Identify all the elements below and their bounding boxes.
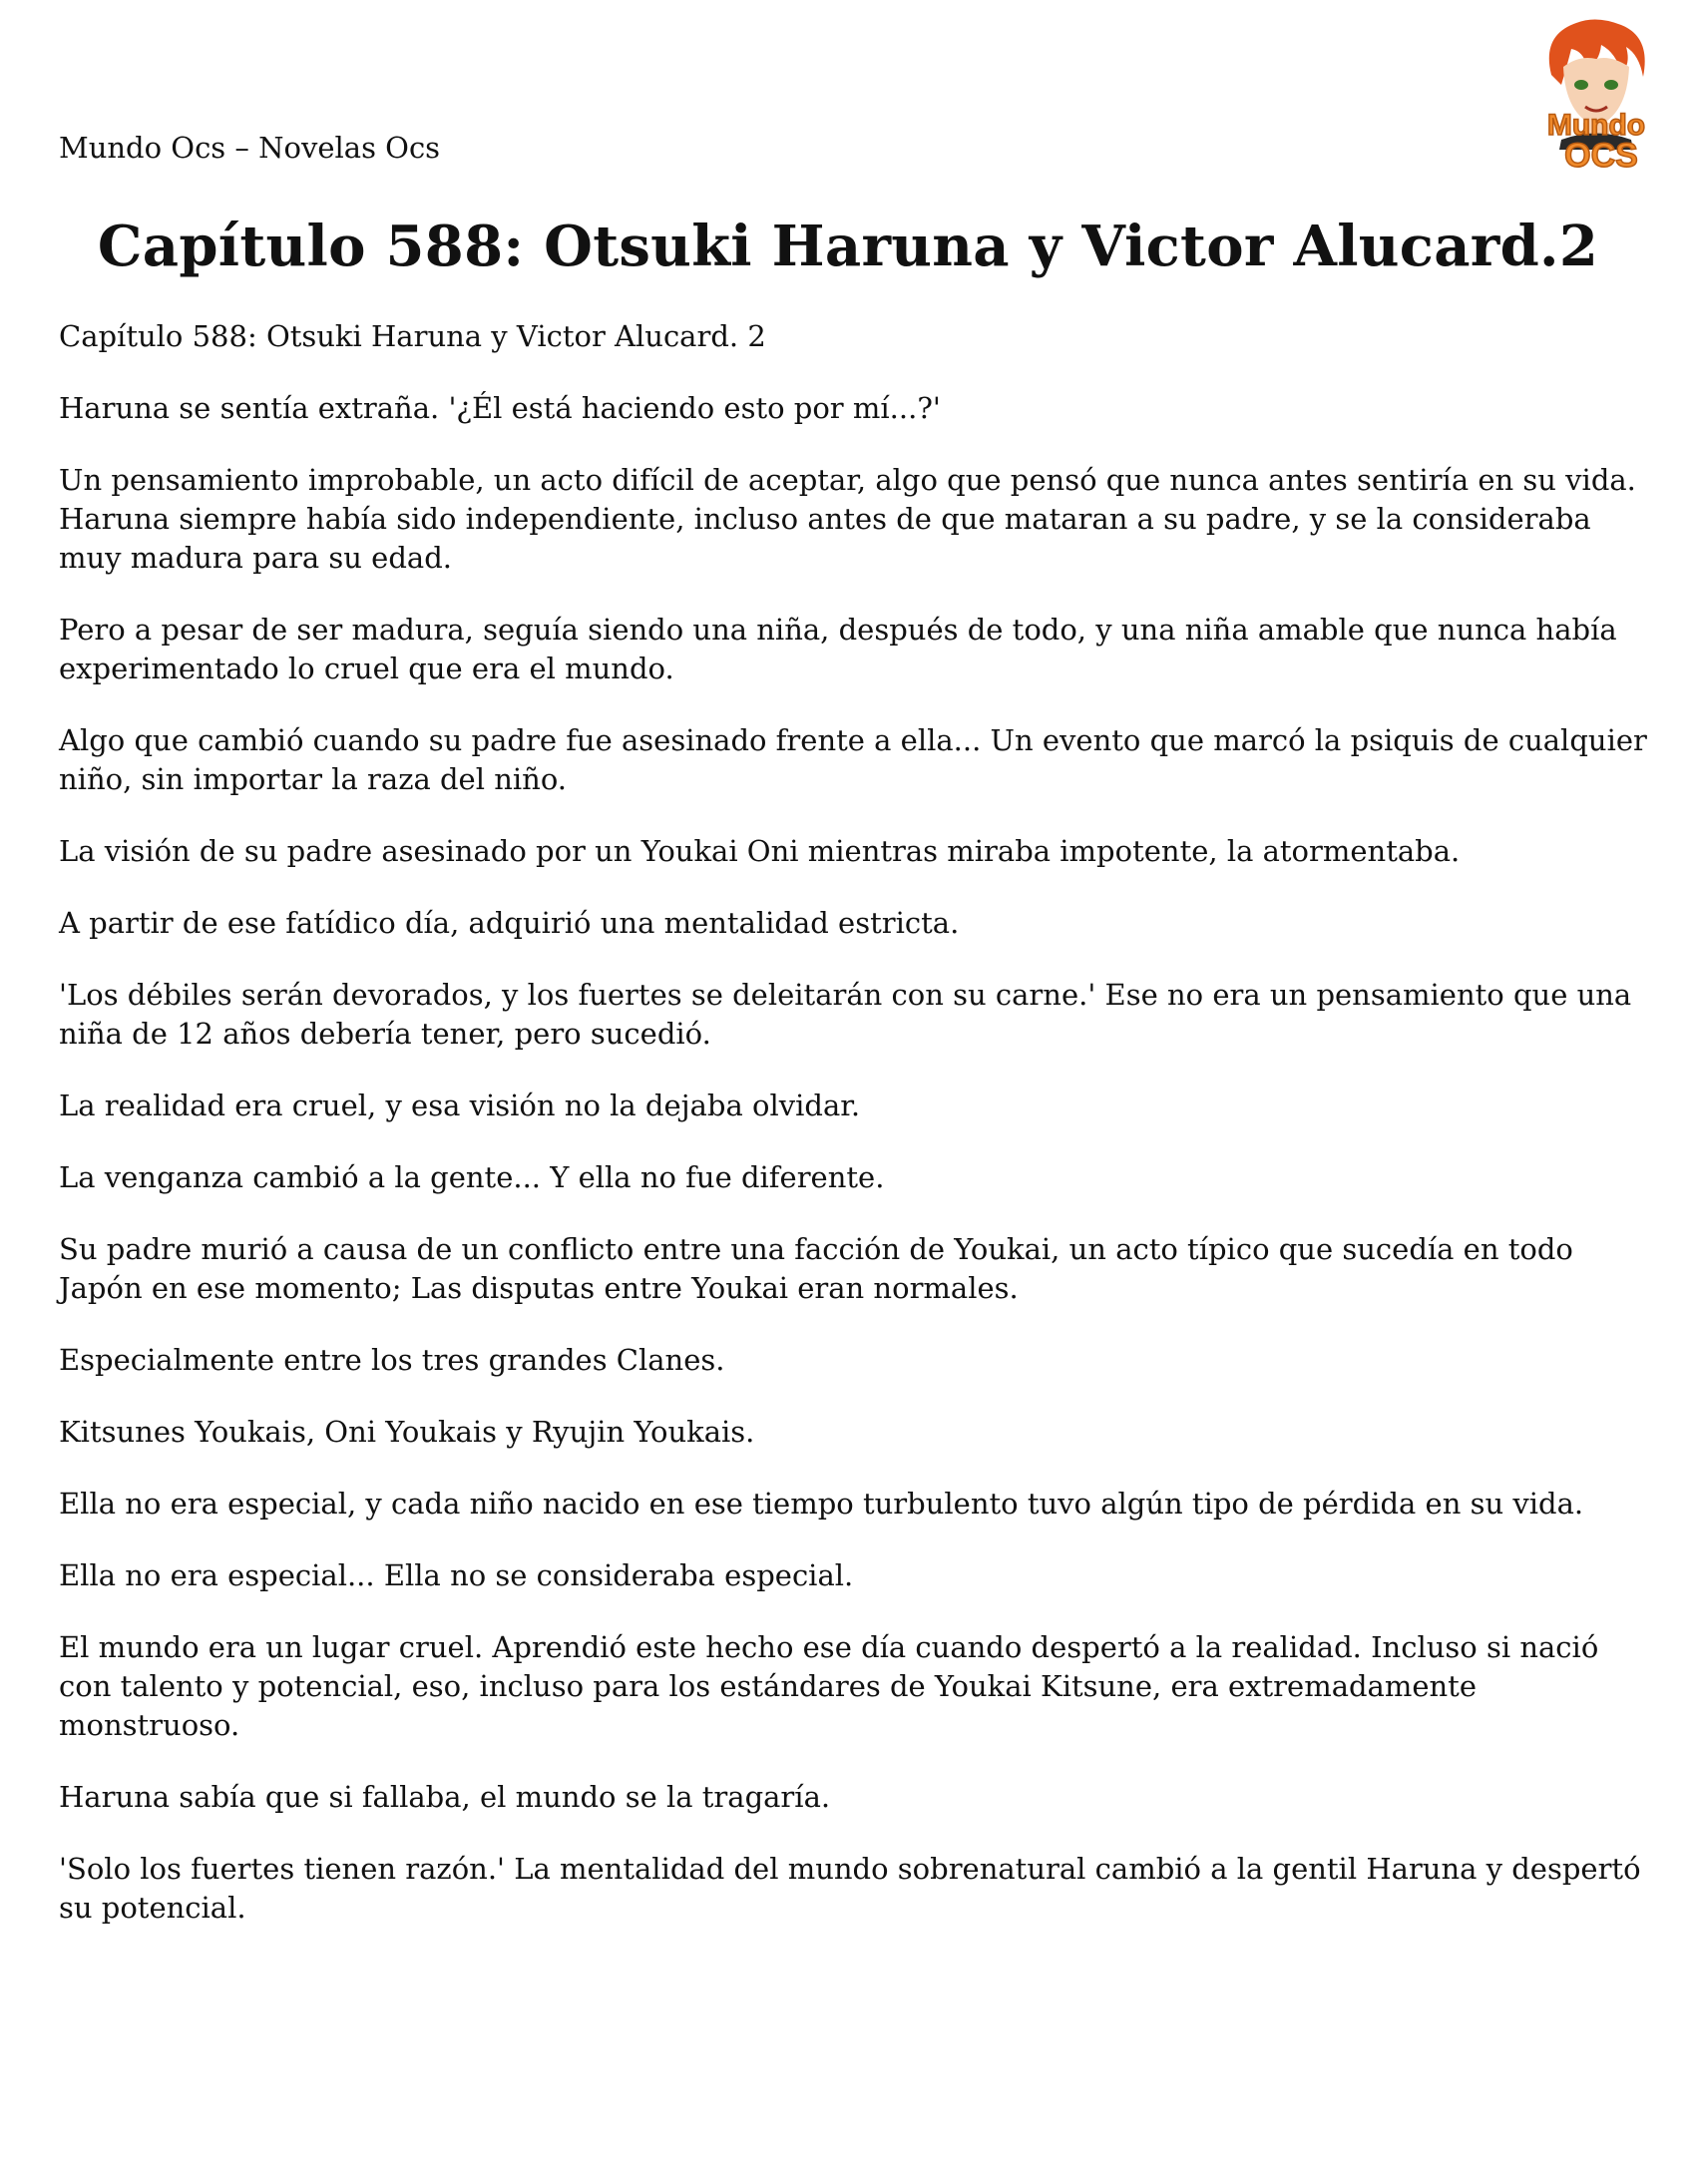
paragraph: Un pensamiento improbable, un acto difícil de aceptar, algo que pensó que nunca antes sentiría en su vida. Haruna siempre había sido independiente, incluso antes de que mataran a su padre, y se la consideraba muy madura para su edad. — [59, 463, 1636, 575]
paragraph: El mundo era un lugar cruel. Aprendió este hecho ese día cuando despertó a la realidad. Incluso si nació con talento y potencial, eso, incluso para los estándares de Youkai Kitsune, era extremadamente monstruoso. — [59, 1630, 1599, 1742]
logo-text-top: Mundo — [1546, 109, 1646, 142]
paragraph: Especialmente entre los tres grandes Clanes. — [59, 1343, 725, 1377]
site-name: Mundo Ocs – Novelas Ocs — [59, 131, 441, 165]
logo-text-bottom: OCS — [1564, 137, 1638, 175]
paragraph: 'Solo los fuertes tienen razón.' La mentalidad del mundo sobrenatural cambió a la gentil Haruna y despertó su potencial. — [59, 1852, 1641, 1925]
paragraph: Ella no era especial... Ella no se consideraba especial. — [59, 1558, 854, 1592]
paragraph: 'Los débiles serán devorados, y los fuertes se deleitarán con su carne.' Ese no era un pensamiento que una niña de 12 años debería tener, pero sucedió. — [59, 978, 1632, 1051]
chapter-title: Capítulo 588: Otsuki Haruna y Victor Alucard.2 — [97, 214, 1599, 279]
paragraph: Capítulo 588: Otsuki Haruna y Victor Alucard. 2 — [59, 319, 766, 353]
paragraph: Haruna se sentía extraña. '¿Él está haciendo esto por mí...?' — [59, 391, 941, 425]
paragraph: Haruna sabía que si fallaba, el mundo se la tragaría. — [59, 1780, 831, 1814]
paragraph: Pero a pesar de ser madura, seguía siendo una niña, después de todo, y una niña amable que nunca había experimentado lo cruel que era el mundo. — [59, 613, 1617, 685]
paragraph: Ella no era especial, y cada niño nacido en ese tiempo turbulento tuvo algún tipo de pérdida en su vida. — [59, 1487, 1584, 1521]
paragraph: Su padre murió a causa de un conflicto entre una facción de Youkai, un acto típico que sucedía en todo Japón en ese momento; Las disputas entre Youkai eran normales. — [59, 1232, 1573, 1305]
paragraph: Algo que cambió cuando su padre fue asesinado frente a ella... Un evento que marcó la psiquis de cualquier niño, sin importar la raza del niño. — [59, 723, 1647, 796]
chapter-body — [59, 317, 1655, 1961]
paragraph: La realidad era cruel, y esa visión no la dejaba olvidar. — [59, 1089, 861, 1122]
paragraph: Kitsunes Youkais, Oni Youkais y Ryujin Youkais. — [59, 1415, 755, 1449]
mundo-ocs-logo — [1521, 15, 1671, 175]
paragraph: La venganza cambió a la gente... Y ella no fue diferente. — [59, 1160, 885, 1194]
paragraph: La visión de su padre asesinado por un Youkai Oni mientras miraba impotente, la atormentaba. — [59, 834, 1461, 868]
paragraph: A partir de ese fatídico día, adquirió una mentalidad estricta. — [59, 906, 960, 940]
